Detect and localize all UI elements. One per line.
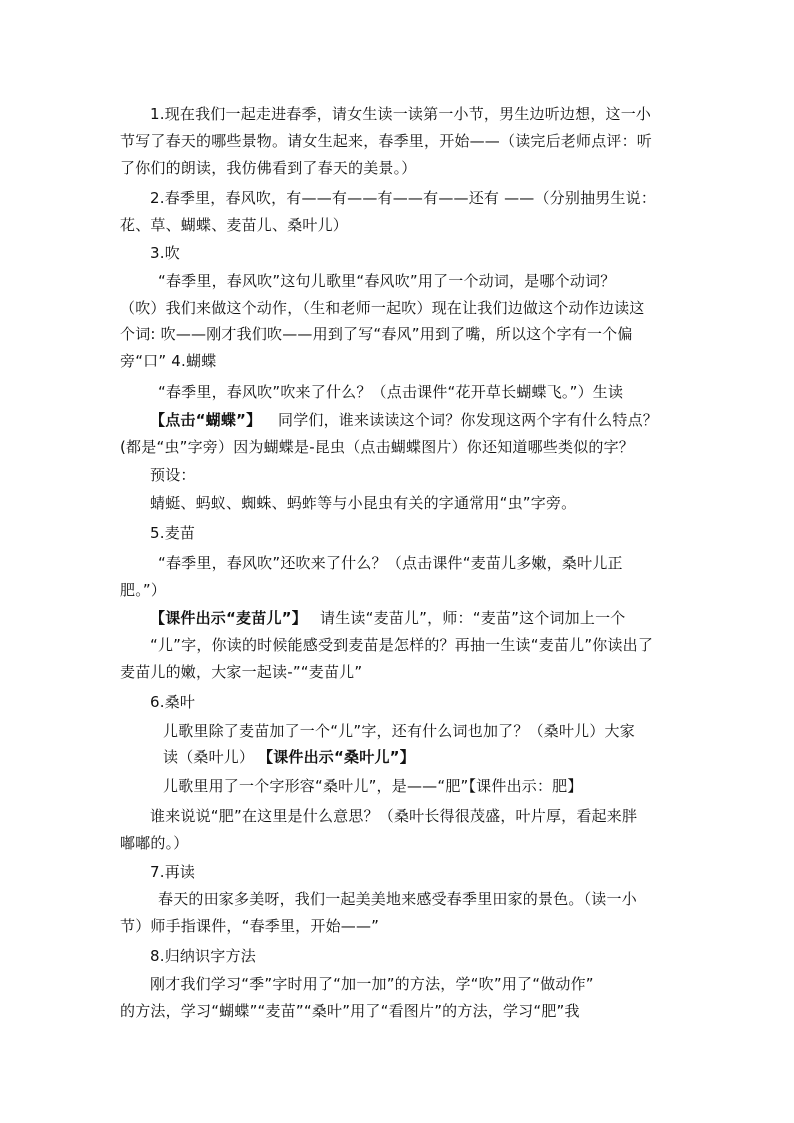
text-line: 儿歌里除了麦苗加了一个“儿”字，还有什么词也加了？（桑叶儿）大家	[163, 722, 635, 740]
section-heading: 6.桑叶	[150, 693, 196, 711]
text-line: 读（桑叶儿）	[163, 748, 255, 766]
text-line: 春天的田家多美呀，我们一起美美地来感受春季里田家的景色。（读一小	[158, 890, 637, 908]
text-line: 1.现在我们一起走进春季，请女生读一读第一小节，男生边听边想，这一小	[150, 105, 652, 123]
text-line: 旁“口” 4.蝴蝶	[120, 352, 217, 370]
text-line: “春季里，春风吹”这句儿歌里“春风吹”用了一个动词，是哪个动词？	[158, 272, 616, 290]
text-line: 蜻蜓、蚂蚁、蜘蛛、蚂蚱等与小昆虫有关的字通常用“虫”字旁。	[150, 494, 577, 512]
text-line: 嘟嘟的。）	[120, 834, 189, 852]
highlight-label: 【点击“蝴蝶”】	[150, 411, 262, 429]
highlight-label: 【课件出示“桑叶儿”】	[258, 748, 415, 766]
text-line: 的方法，学习“蝴蝶”“麦苗”“桑叶”用了“看图片”的方法，学习“肥”我	[120, 1002, 580, 1020]
highlight-label: 【课件出示“麦苗儿”】	[150, 609, 307, 627]
text-line: “春季里，春风吹”还吹来了什么？（点击课件“麦苗儿多嫩，桑叶儿正	[158, 554, 623, 572]
section-heading: 3.吹	[150, 244, 180, 262]
text-line: 请生读“麦苗儿”，师：“麦苗”这个词加上一个	[320, 609, 626, 627]
text-line: 肥。”）	[120, 581, 167, 599]
text-line: 麦苗儿的嫩，大家一起读-”“麦苗儿”	[120, 663, 363, 681]
section-heading: 7.再读	[150, 863, 196, 881]
text-line: 预设：	[150, 466, 196, 484]
text-line: 了你们的朗读，我仿佛看到了春天的美景。）	[120, 159, 417, 177]
text-line: 节写了春天的哪些景物。请女生起来，春季里，开始——（读完后老师点评：听	[120, 132, 653, 150]
section-heading: 8.归纳识字方法	[150, 947, 256, 965]
section-heading: 5.麦苗	[150, 524, 196, 542]
text-line: 刚才我们学习“季”字时用了“加一加”的方法，学“吹”用了“做动作”	[150, 975, 594, 993]
text-line: 节）师手指课件，“春季里，开始——”	[120, 917, 380, 935]
text-line: 同学们，谁来读读这个词？你发现这两个字有什么特点？	[278, 411, 659, 429]
text-line: 儿歌里用了一个字形容“桑叶儿”，是——“肥”【课件出示：肥】	[163, 777, 583, 795]
text-line: 谁来说说“肥”在这里是什么意思？（桑叶长得很茂盛，叶片厚，看起来胖	[150, 807, 638, 825]
text-line: 2.春季里，春风吹，有——有——有——有——还有 ——（分别抽男生说：	[150, 189, 657, 207]
text-line: （吹）我们来做这个动作，（生和老师一起吹）现在让我们边做这个动作边读这	[120, 299, 645, 317]
text-line: “春季里，春风吹”吹来了什么？（点击课件“花开草长蝴蝶飞。”）生读	[158, 383, 624, 401]
text-line: 个词: 吹——刚才我们吹——用到了写“春风”用到了嘴，所以这个字有一个偏	[120, 325, 633, 343]
text-line: (都是“虫”字旁）因为蝴蝶是-昆虫（点击蝴蝶图片）你还知道哪些类似的字？	[120, 438, 635, 456]
text-line: 花、草、蝴蝶、麦苗儿、桑叶儿）	[120, 216, 349, 234]
text-line: “儿”字，你读的时候能感受到麦苗是怎样的？再抽一生读“麦苗儿”你读出了	[150, 636, 654, 654]
